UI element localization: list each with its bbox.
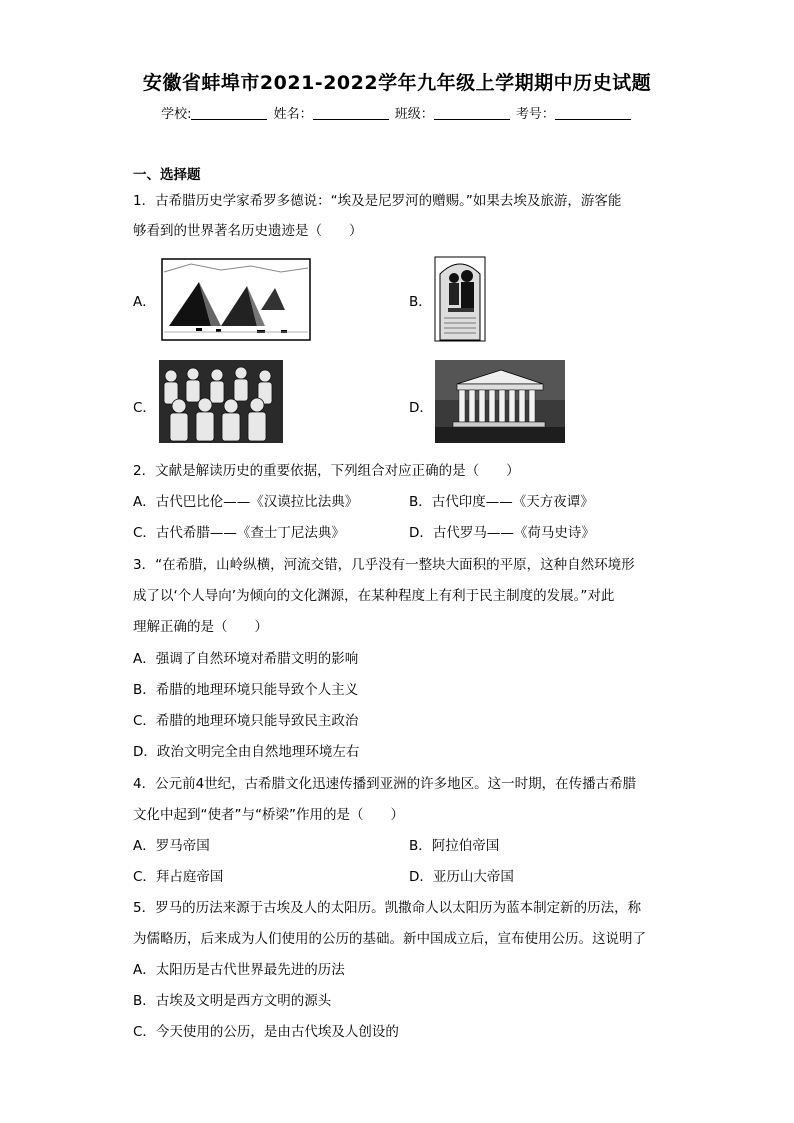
- q3-option-c[interactable]: C．希腊的地理环境只能导致民主政治: [133, 713, 359, 729]
- q4-option-d[interactable]: D．亚历山大帝国: [409, 869, 514, 885]
- school-blank[interactable]: [191, 107, 267, 120]
- q4-option-c[interactable]: C．拜占庭帝国: [133, 869, 224, 885]
- q3-option-d[interactable]: D．政治文明完全由自然地理环境左右: [133, 744, 360, 760]
- terracotta-army-icon: [159, 360, 283, 443]
- school-label: 学校:: [161, 107, 192, 122]
- class-label: 班级：: [394, 107, 434, 122]
- exam-number-blank[interactable]: [555, 107, 631, 120]
- name-label: 姓名：: [273, 107, 313, 122]
- q4-option-a[interactable]: A．罗马帝国: [133, 838, 210, 854]
- q2-option-b[interactable]: B．古代印度——《天方夜谭》: [409, 494, 594, 510]
- q1-stem-line1: 1．古希腊历史学家希罗多德说：“埃及是尼罗河的赠赐。”如果去埃及旅游，游客能: [133, 193, 622, 209]
- q2-option-c[interactable]: C．古代希腊——《查士丁尼法典》: [133, 525, 345, 541]
- q4-option-b[interactable]: B．阿拉伯帝国: [409, 838, 500, 854]
- exam-title: 安徽省蚌埠市2021-2022学年九年级上学期期中历史试题: [142, 72, 652, 94]
- q5-option-b[interactable]: B．古埃及文明是西方文明的源头: [133, 993, 332, 1009]
- q3-option-a[interactable]: A．强调了自然环境对希腊文明的影响: [133, 651, 359, 667]
- q5-stem-line2: 为儒略历，后来成为人们使用的公历的基础。新中国成立后，宣布使用公历。这说明了: [133, 931, 646, 947]
- q2-stem: 2．文献是解读历史的重要依据，下列组合对应正确的是（ ）: [133, 463, 520, 479]
- name-blank[interactable]: [313, 107, 389, 120]
- q1-option-a-label: A．: [133, 294, 156, 310]
- q1-option-c-label: C．: [133, 400, 156, 416]
- q2-option-d[interactable]: D．古代罗马——《荷马史诗》: [409, 525, 595, 541]
- q3-stem-line2: 成了以‘个人导向’为倾向的文化渊源，在某种程度上有利于民主制度的发展。”对此: [133, 588, 615, 604]
- q5-stem-line1: 5．罗马的历法来源于古埃及人的太阳历。凯撒命人以太阳历为蓝本制定新的历法，称: [133, 900, 642, 916]
- pyramids-icon: [161, 258, 311, 341]
- class-blank[interactable]: [434, 107, 510, 120]
- parthenon-icon: [435, 360, 565, 443]
- q4-stem-line2: 文化中起到“使者”与“桥梁”作用的是（ ）: [133, 807, 404, 823]
- q2-option-a[interactable]: A．古代巴比伦——《汉谟拉比法典》: [133, 494, 359, 510]
- q5-option-a[interactable]: A．太阳历是古代世界最先进的历法: [133, 962, 345, 978]
- q5-option-c[interactable]: C．今天使用的公历，是由古代埃及人创设的: [133, 1024, 399, 1040]
- q4-stem-line1: 4．公元前4世纪，古希腊文化迅速传播到亚洲的许多地区。这一时期，在传播古希腊: [133, 776, 637, 792]
- q1-option-b-label: B．: [409, 294, 432, 310]
- student-info: [0, 103, 794, 122]
- q1-option-d-label: D．: [409, 400, 433, 416]
- q1-stem-line2: 够看到的世界著名历史遗迹是（ ）: [133, 223, 363, 239]
- q3-stem-line3: 理解正确的是（ ）: [133, 619, 268, 635]
- q3-option-b[interactable]: B．希腊的地理环境只能导致个人主义: [133, 682, 359, 698]
- section-heading: 一、选择题: [133, 167, 201, 183]
- hammurabi-stele-icon: [434, 256, 486, 342]
- exam-number-label: 考号：: [515, 107, 555, 122]
- q3-stem-line1: 3．“在希腊，山岭纵横，河流交错，几乎没有一整块大面积的平原，这种自然环境形: [133, 557, 635, 573]
